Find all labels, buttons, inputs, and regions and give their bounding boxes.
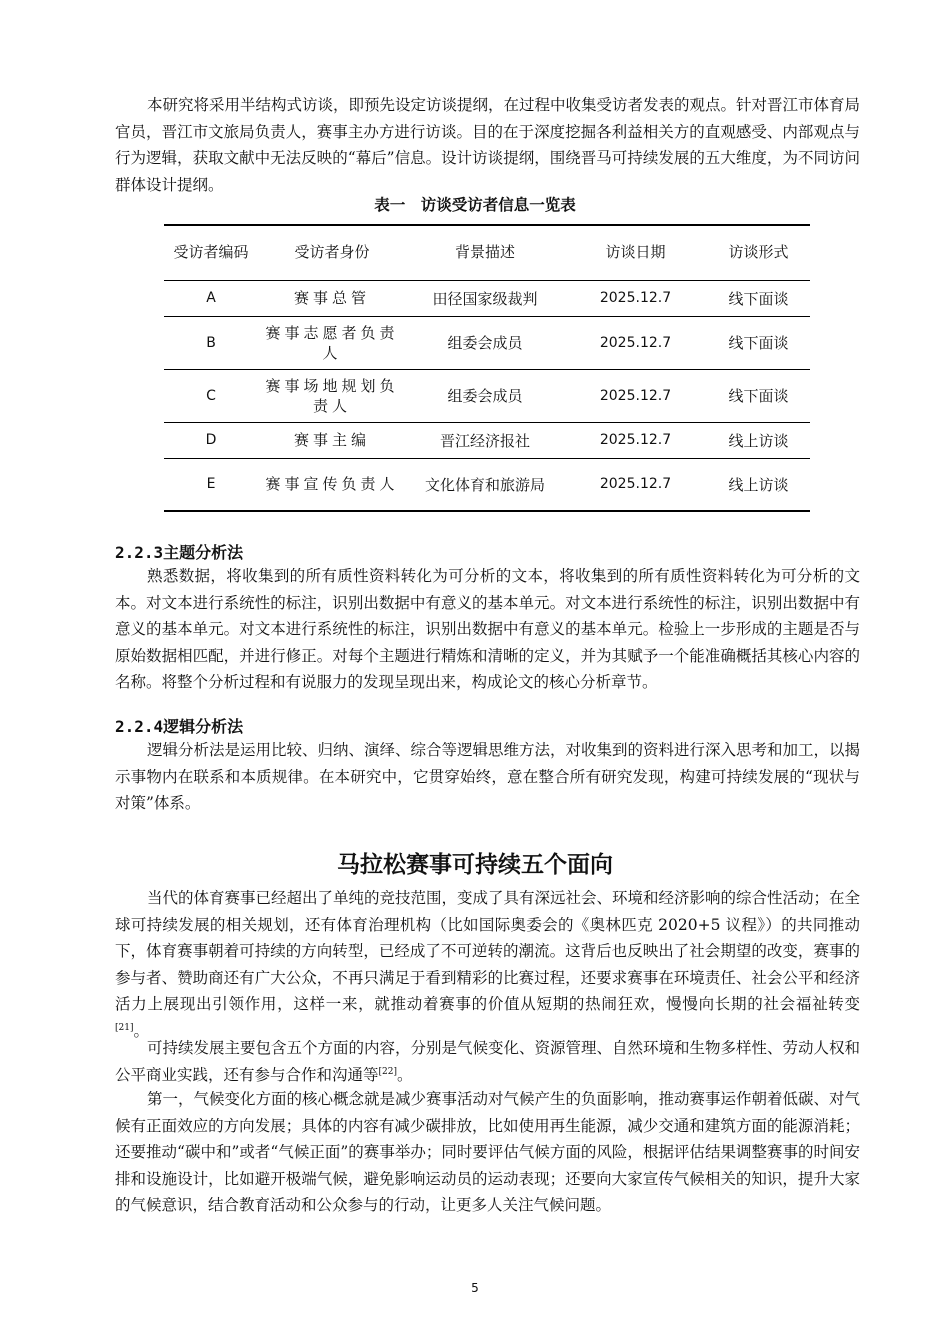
header-date: 访谈日期 — [564, 225, 707, 280]
chapter-paragraph-3: 第一，气候变化方面的核心概念就是减少赛事活动对气候产生的负面影响，推动赛事运作朝着低碳、对气候有正面效应的方向发展；具体的内容有减少碳排放，比如使用再生能源，减少交通和建筑方面的能源消耗；还要推动“碳中和”或者“气候正面”的赛事举办；同时要评估气候方面的风险，根据评估结果调整赛事的时间安排和设施设计，比如避开极端气候，避免影响运动员的运动表现；还要向大家宣传气候相关的知识，提升大家的气候意识，结合教育活动和公众参与的行动，让更多人关注气候问题。 — [115, 1090, 861, 1214]
interviewee-table — [164, 224, 810, 512]
table-caption: 表一 访谈受访者信息一览表 — [374, 195, 576, 214]
section-number: 2.2.4 — [115, 717, 164, 736]
citation-ref: [21] — [115, 1022, 134, 1033]
section-title: 主题分析法 — [163, 543, 244, 562]
cell-identity: 赛事场地规划负责人 — [258, 369, 406, 422]
cell-date: 2025.12.7 — [564, 280, 707, 316]
cell-identity: 赛事总管 — [258, 280, 406, 316]
cell-format: 线下面谈 — [707, 280, 810, 316]
cell-identity: 赛事宣传负责人 — [258, 458, 406, 511]
section-number: 2.2.3 — [115, 543, 164, 562]
cell-code: C — [164, 369, 258, 422]
table-row — [164, 422, 810, 458]
paragraph-end: 。 — [133, 1021, 149, 1040]
table-header-row — [164, 225, 810, 280]
cell-background: 文化体育和旅游局 — [406, 458, 564, 511]
header-identity: 受访者身份 — [258, 225, 406, 280]
paragraph-text: 当代的体育赛事已经超出了单纯的竞技范围，变成了具有深远社会、环境和经济影响的综合性活动；在全球可持续发展的相关规划，还有体育治理机构（比如国际奥委会的《奥林匹克 2020+5 议程》）的共同推动下，体育赛事朝着可持续的方向转型，已经成了不可逆转的潮流。这背后也反映出了社会期望的改变，赛事的参与者、赞助商还有广大公众，不再只满足于看到精彩的比赛过程，还要求赛事在环境责任、社会公平和经济活力上展现出引领作用，这样一来，就推动着赛事的价值从短期的热闹狂欢，慢慢向长期的社会福祉转变 — [115, 889, 861, 1013]
cell-format: 线下面谈 — [707, 316, 810, 369]
cell-identity: 赛事志愿者负责人 — [258, 316, 406, 369]
section-title: 逻辑分析法 — [163, 717, 244, 736]
table-row — [164, 316, 810, 369]
cell-code: D — [164, 422, 258, 458]
table-row — [164, 458, 810, 511]
cell-code: E — [164, 458, 258, 511]
cell-identity: 赛事主编 — [258, 422, 406, 458]
cell-format: 线上访谈 — [707, 458, 810, 511]
table-row — [164, 369, 810, 422]
cell-background: 组委会成员 — [406, 316, 564, 369]
cell-date: 2025.12.7 — [564, 422, 707, 458]
cell-date: 2025.12.7 — [564, 316, 707, 369]
intro-paragraph: 本研究将采用半结构式访谈，即预先设定访谈提纲，在过程中收集受访者发表的观点。针对晋江市体育局官员，晋江市文旅局负责人，赛事主办方进行访谈。目的在于深度挖掘各利益相关方的直观感受、内部观点与行为逻辑，获取文献中无法反映的“幕后”信息。设计访谈提纲，围绕晋马可持续发展的五大维度，为不同访问群体设计提纲。 — [115, 96, 861, 194]
header-format: 访谈形式 — [707, 225, 810, 280]
header-code: 受访者编码 — [164, 225, 258, 280]
cell-date: 2025.12.7 — [564, 458, 707, 511]
section-body: 熟悉数据，将收集到的所有质性资料转化为可分析的文本，将收集到的所有质性资料转化为可分析的文本。对文本进行系统性的标注，识别出数据中有意义的基本单元。对文本进行系统性的标注，识别出数据中有意义的基本单元。对文本进行系统性的标注，识别出数据中有意义的基本单元。检验上一步形成的主题是否与原始数据相匹配，并进行修正。对每个主题进行精炼和清晰的定义，并为其赋予一个能准确概括其核心内容的名称。将整个分析过程和有说服力的发现呈现出来，构成论文的核心分析章节。 — [115, 567, 860, 691]
section-heading-2-2-3 — [115, 540, 243, 563]
chapter-paragraph-2 — [115, 1035, 860, 1088]
paragraph-end: 。 — [397, 1065, 413, 1084]
header-background: 背景描述 — [406, 225, 564, 280]
citation-ref: [22] — [378, 1066, 397, 1077]
chapter-title: 马拉松赛事可持续五个面向 — [337, 852, 613, 878]
section-body: 逻辑分析法是运用比较、归纳、演绎、综合等逻辑思维方法，对收集到的资料进行深入思考和加工，以揭示事物内在联系和本质规律。在本研究中，它贯穿始终，意在整合所有研究发现，构建可持续发展的“现状与对策”体系。 — [115, 741, 861, 812]
cell-background: 组委会成员 — [406, 369, 564, 422]
paragraph-text: 可持续发展主要包含五个方面的内容，分别是气候变化、资源管理、自然环境和生物多样性、劳动人权和公平商业实践，还有参与合作和沟通等 — [115, 1039, 861, 1084]
cell-background: 晋江经济报社 — [406, 422, 564, 458]
cell-date: 2025.12.7 — [564, 369, 707, 422]
cell-code: B — [164, 316, 258, 369]
section-heading-2-2-4 — [115, 714, 243, 737]
cell-code: A — [164, 280, 258, 316]
page-number: 5 — [471, 1281, 479, 1295]
cell-background: 田径国家级裁判 — [406, 280, 564, 316]
table-row — [164, 280, 810, 316]
chapter-paragraph-1 — [115, 885, 860, 1044]
cell-format: 线下面谈 — [707, 369, 810, 422]
cell-format: 线上访谈 — [707, 422, 810, 458]
